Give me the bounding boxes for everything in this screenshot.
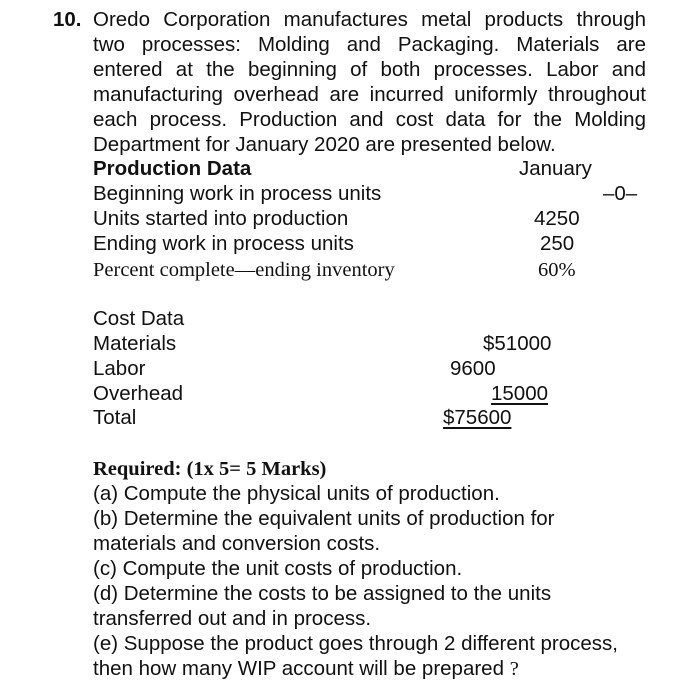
required-item: transferred out and in process. <box>93 607 372 630</box>
cost-heading: Cost Data <box>93 307 185 330</box>
cost-row-label: Overhead <box>93 382 184 405</box>
production-row-label: Beginning work in process units <box>93 182 382 205</box>
production-row-value: –0– <box>603 182 638 205</box>
intro-line: manufacturing overhead are incurred uniformly throughout <box>93 83 646 106</box>
production-row-label: Percent complete—ending inventory <box>93 259 395 281</box>
intro-line: Department for January 2020 are presented below. <box>93 133 556 156</box>
cost-row-value: $75600 <box>443 406 512 429</box>
production-row-label: Ending work in process units <box>93 232 354 255</box>
required-item: (d) Determine the costs to be assigned to the units <box>93 582 552 605</box>
question-mark: ? <box>509 658 519 680</box>
production-row-value: 60% <box>538 259 576 281</box>
production-row-value: 250 <box>540 232 575 255</box>
cost-row-value: $51000 <box>483 332 552 355</box>
cost-row-label: Labor <box>93 357 146 380</box>
intro-line: each process. Production and cost data for the Molding <box>93 108 646 131</box>
intro-line: entered at the beginning of both processes. Labor and <box>93 58 646 81</box>
required-item: (c) Compute the unit costs of production. <box>93 557 463 580</box>
intro-line: Oredo Corporation manufactures metal products through <box>93 8 646 31</box>
required-item: (a) Compute the physical units of production. <box>93 482 500 505</box>
production-column-label: January <box>519 157 592 180</box>
required-item: (b) Determine the equivalent units of production for <box>93 507 555 530</box>
required-item-last <box>93 657 519 681</box>
required-item-text: then how many WIP account will be prepared <box>93 657 504 680</box>
question-number: 10. <box>53 8 82 31</box>
cost-row-value: 9600 <box>450 357 496 380</box>
required-item: (e) Suppose the product goes through 2 different process, <box>93 632 618 655</box>
production-row-label: Units started into production <box>93 207 349 230</box>
cost-row-label: Materials <box>93 332 177 355</box>
cost-row-value: 15000 <box>491 382 549 405</box>
required-heading: Required: (1x 5= 5 Marks) <box>93 458 327 480</box>
intro-line: two processes: Molding and Packaging. Materials are <box>93 33 646 56</box>
production-heading: Production Data <box>93 157 252 180</box>
production-row-value: 4250 <box>534 207 580 230</box>
cost-row-label: Total <box>93 406 137 429</box>
required-item: materials and conversion costs. <box>93 532 381 555</box>
